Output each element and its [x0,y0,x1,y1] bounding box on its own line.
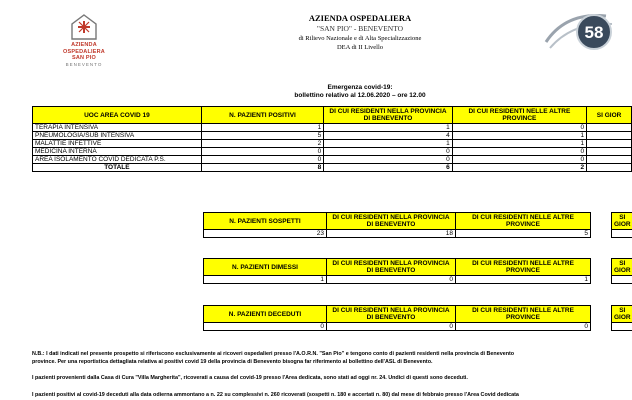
cell-benevento: 0 [327,323,456,331]
col-header-positivi: N. PAZIENTI POSITIVI [201,107,323,124]
sospetti-side-table [611,212,632,238]
header-line-3: di Rilievo Nazionale e di Alta Specializzazione [298,35,422,42]
dimessi-side-table [611,258,632,284]
row-label: MALATTIE INFETTIVE [33,140,202,148]
logo-text-4: BENEVENTO [65,61,103,67]
bulletin-line-1: Emergenza covid-19: [327,84,393,91]
cell-empty [587,164,632,172]
cell-empty [612,323,632,331]
header-title: AZIENDA OSPEDALIERA [308,13,412,23]
col-header-giorni: SI GIOR [612,259,632,276]
table-row [33,124,632,132]
cell-empty [612,276,632,284]
table-row [204,323,591,331]
logo-text-2: OSPEDALIERA [63,48,105,55]
table-header-row [204,213,591,230]
cell-positivi: 1 [201,124,323,132]
channel-badge [536,2,620,56]
deceduti-side-table [611,305,632,331]
table-header-row [204,306,591,323]
col-header-benevento: DI CUI RESIDENTI NELLA PROVINCIA DI BENEVENTO [324,107,452,124]
cell-deceduti: 0 [204,323,327,331]
cell-empty [587,148,632,156]
row-label: PNEUMOLOGIA/SUB INTENSIVA [33,132,202,140]
table-total-row [33,164,632,172]
logo-emblem-icon [69,12,99,42]
total-altre: 2 [452,164,586,172]
cell-benevento: 0 [324,148,452,156]
logo-text-1: AZIENDA [71,42,97,48]
bulletin-line-2: bollettino relativo al 12.06.2020 – ore 12.00 [294,92,426,99]
note-2: I pazienti provenienti dalla Casa di Cura "Villa Margherita", ricoverati a causa del covid-19 presso l'Area dedicata, sono stati ad oggi nr. 24. Undici di questi sono deceduti. [32,375,468,381]
table-row [204,276,591,284]
note-3: I pazienti positivi al covid-19 deceduti alla data odierna ammontano a n. 22 su complessivi n. 260 ricoverati (sospetti n. 180 e accertati n. 80) dal mese di febbraio presso l'Area Covid dedicata [32,392,519,398]
cell-altre: 5 [456,230,591,238]
table-row [33,156,632,164]
total-positivi: 8 [201,164,323,172]
channel-logo-icon [536,2,620,56]
cell-empty [587,132,632,140]
cell-altre: 0 [456,323,591,331]
cell-altre: 0 [452,156,586,164]
cell-altre: 0 [452,148,586,156]
table-row [33,148,632,156]
col-header-benevento: DI CUI RESIDENTI NELLA PROVINCIA DI BENEVENTO [327,213,456,230]
col-header-giorni: SI GIOR [612,213,632,230]
table-row [33,132,632,140]
row-label: TERAPIA INTENSIVA [33,124,202,132]
cell-empty [612,230,632,238]
covid-positive-table [32,106,632,172]
col-header-altre-province: DI CUI RESIDENTI NELLE ALTRE PROVINCE [452,107,586,124]
cell-empty [587,124,632,132]
cell-altre: 0 [452,124,586,132]
col-header-sospetti: N. PAZIENTI SOSPETTI [204,213,327,230]
col-header-dimessi: N. PAZIENTI DIMESSI [204,259,327,276]
cell-benevento: 1 [324,140,452,148]
cell-positivi: 0 [201,148,323,156]
cell-benevento: 1 [324,124,452,132]
table-row [204,230,591,238]
col-header-benevento: DI CUI RESIDENTI NELLA PROVINCIA DI BENEVENTO [327,259,456,276]
cell-benevento: 0 [324,156,452,164]
header-subtitle: "SAN PIO" - BENEVENTO [316,24,404,33]
col-header-giorni: SI GIOR [587,107,632,124]
col-header-altre-province: DI CUI RESIDENTI NELLE ALTRE PROVINCE [456,259,591,276]
total-label: TOTALE [33,164,202,172]
col-header-altre-province: DI CUI RESIDENTI NELLE ALTRE PROVINCE [456,213,591,230]
table-header-row [33,107,632,124]
cell-positivi: 5 [201,132,323,140]
note-1b: province. Per una reportistica dettagliata relativa ai positivi covid 19 della provincia di Benevento bisogna far riferimento al bollettino dell'ASL di Benevento. [32,359,433,365]
cell-benevento: 4 [324,132,452,140]
table-row [33,140,632,148]
header-line-4: DEA di II Livello [336,44,384,51]
cell-benevento: 0 [327,276,456,284]
logo-text-3: SAN PIO [71,55,96,61]
sospetti-table [203,212,591,238]
deceduti-table [203,305,591,331]
cell-dimessi: 1 [204,276,327,284]
cell-empty [587,156,632,164]
col-header-deceduti: N. PAZIENTI DECEDUTI [204,306,327,323]
cell-altre: 1 [452,140,586,148]
cell-benevento: 18 [327,230,456,238]
dimessi-table [203,258,591,284]
channel-number: 58 [584,23,604,42]
row-label: AREA ISOLAMENTO COVID DEDICATA P.S. [33,156,202,164]
cell-empty [587,140,632,148]
cell-altre: 1 [452,132,586,140]
cell-altre: 1 [456,276,591,284]
hospital-logo [48,12,120,82]
cell-sospetti: 23 [204,230,327,238]
note-1a: N.B.: I dati indicati nel presente prospetto si riferiscono esclusivamente ai ricoveri ospedalieri presso l'A.O.R.N. "San Pio" e tengono conto di pazienti residenti nella provincia di Benevento [32,351,515,357]
cell-positivi: 2 [201,140,323,148]
row-label: MEDICINA INTERNA [33,148,202,156]
col-header-benevento: DI CUI RESIDENTI NELLA PROVINCIA DI BENEVENTO [327,306,456,323]
col-header-altre-province: DI CUI RESIDENTI NELLE ALTRE PROVINCE [456,306,591,323]
cell-positivi: 0 [201,156,323,164]
table-header-row [204,259,591,276]
col-header-uoc: UOC AREA COVID 19 [33,107,202,124]
total-benevento: 6 [324,164,452,172]
col-header-giorni: SI GIOR [612,306,632,323]
